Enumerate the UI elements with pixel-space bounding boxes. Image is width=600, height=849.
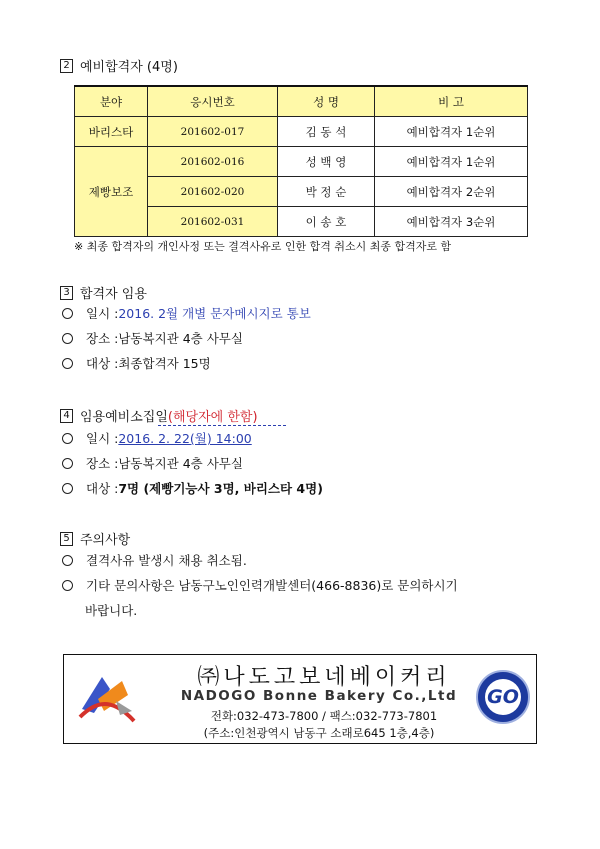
cell-field: 제빵보조 [75, 147, 148, 237]
circle-bullet-icon [62, 433, 73, 444]
item-value: 남동복지관 4층 사무실 [118, 331, 243, 346]
cell-note: 예비합격자 3순위 [375, 207, 528, 237]
cell-field: 바리스타 [75, 117, 148, 147]
list-item [62, 304, 311, 322]
table-footnote: ※ 최종 합격자의 개인사정 또는 결격사유로 인한 합격 취소시 최종 합격자로 함 [74, 240, 452, 253]
item-text: 결격사유 발생시 채용 취소됨. [86, 553, 247, 568]
seal-text: GO [487, 686, 519, 708]
company-seal-icon [476, 670, 530, 724]
cell-number: 201602-017 [148, 117, 278, 147]
circle-bullet-icon [62, 358, 73, 369]
cell-number: 201602-031 [148, 207, 278, 237]
list-item [62, 329, 243, 347]
table-header-row [75, 86, 528, 117]
cell-name: 성 백 영 [278, 147, 375, 177]
company-address: (주소:인천광역시 남동구 소래로645 1층,4층) [203, 726, 435, 740]
list-item-continuation: 바랍니다. [85, 603, 138, 618]
item-label: 장소 : [86, 456, 119, 471]
section4-underline [158, 425, 286, 426]
section4-heading [60, 406, 258, 425]
section3-number: 3 [60, 286, 73, 300]
section3-title: 합격자 임용 [80, 287, 147, 302]
company-contact: 전화:032-473-7800 / 팩스:032-773-7801 [210, 709, 438, 723]
circle-bullet-icon [62, 308, 73, 319]
company-name-ko: ㈜나도고보네베이커리 [197, 665, 451, 690]
list-item [62, 354, 211, 372]
table-row [75, 117, 528, 147]
item-label: 장소 : [86, 331, 119, 346]
section2-title: 예비합격자 (4명) [80, 60, 178, 75]
section4-title-note: (해당자에 한함) [167, 410, 258, 425]
cell-note: 예비합격자 1순위 [375, 117, 528, 147]
cell-name: 박 정 순 [278, 177, 375, 207]
table-row [75, 147, 528, 177]
circle-bullet-icon [62, 555, 73, 566]
section4-title: 임용예비소집일 [80, 410, 168, 425]
section2-number: 2 [60, 59, 73, 73]
section2-heading [60, 56, 178, 75]
circle-bullet-icon [62, 580, 73, 591]
cell-number: 201602-020 [148, 177, 278, 207]
section5-heading [60, 529, 130, 548]
list-item [62, 454, 243, 472]
header-note: 비 고 [375, 86, 528, 117]
item-text: 기타 문의사항은 남동구노인인력개발센터(466-8836)로 문의하시기 [86, 578, 458, 593]
item-value: 7명 (제빵기능사 3명, 바리스타 4명) [118, 481, 323, 496]
item-label: 대상 : [86, 356, 119, 371]
company-footer [63, 654, 537, 744]
cell-name: 이 송 호 [278, 207, 375, 237]
section5-number: 5 [60, 532, 73, 546]
item-value: 2016. 2. 22(월) 14:00 [118, 431, 252, 446]
list-item [62, 429, 252, 447]
list-item [62, 479, 323, 497]
header-field: 분야 [75, 86, 148, 117]
item-label: 일시 : [86, 306, 119, 321]
section4-number: 4 [60, 409, 73, 423]
cell-number: 201602-016 [148, 147, 278, 177]
item-label: 일시 : [86, 431, 119, 446]
reserve-candidates-table [74, 85, 528, 237]
item-value: 2016. 2월 개별 문자메시지로 통보 [118, 306, 311, 321]
circle-bullet-icon [62, 333, 73, 344]
list-item [62, 551, 247, 569]
circle-bullet-icon [62, 458, 73, 469]
header-name: 성 명 [278, 86, 375, 117]
section3-heading [60, 283, 147, 302]
item-label: 대상 : [86, 481, 119, 496]
item-value: 남동복지관 4층 사무실 [118, 456, 243, 471]
company-logo-icon [76, 671, 138, 727]
section5-title: 주의사항 [80, 533, 131, 548]
cell-note: 예비합격자 2순위 [375, 177, 528, 207]
header-number: 응시번호 [148, 86, 278, 117]
company-name-en: NADOGO Bonne Bakery Co.,Ltd [180, 688, 458, 704]
item-value: 최종합격자 15명 [118, 356, 211, 371]
circle-bullet-icon [62, 483, 73, 494]
list-item [62, 576, 458, 594]
cell-note: 예비합격자 1순위 [375, 147, 528, 177]
cell-name: 김 동 석 [278, 117, 375, 147]
